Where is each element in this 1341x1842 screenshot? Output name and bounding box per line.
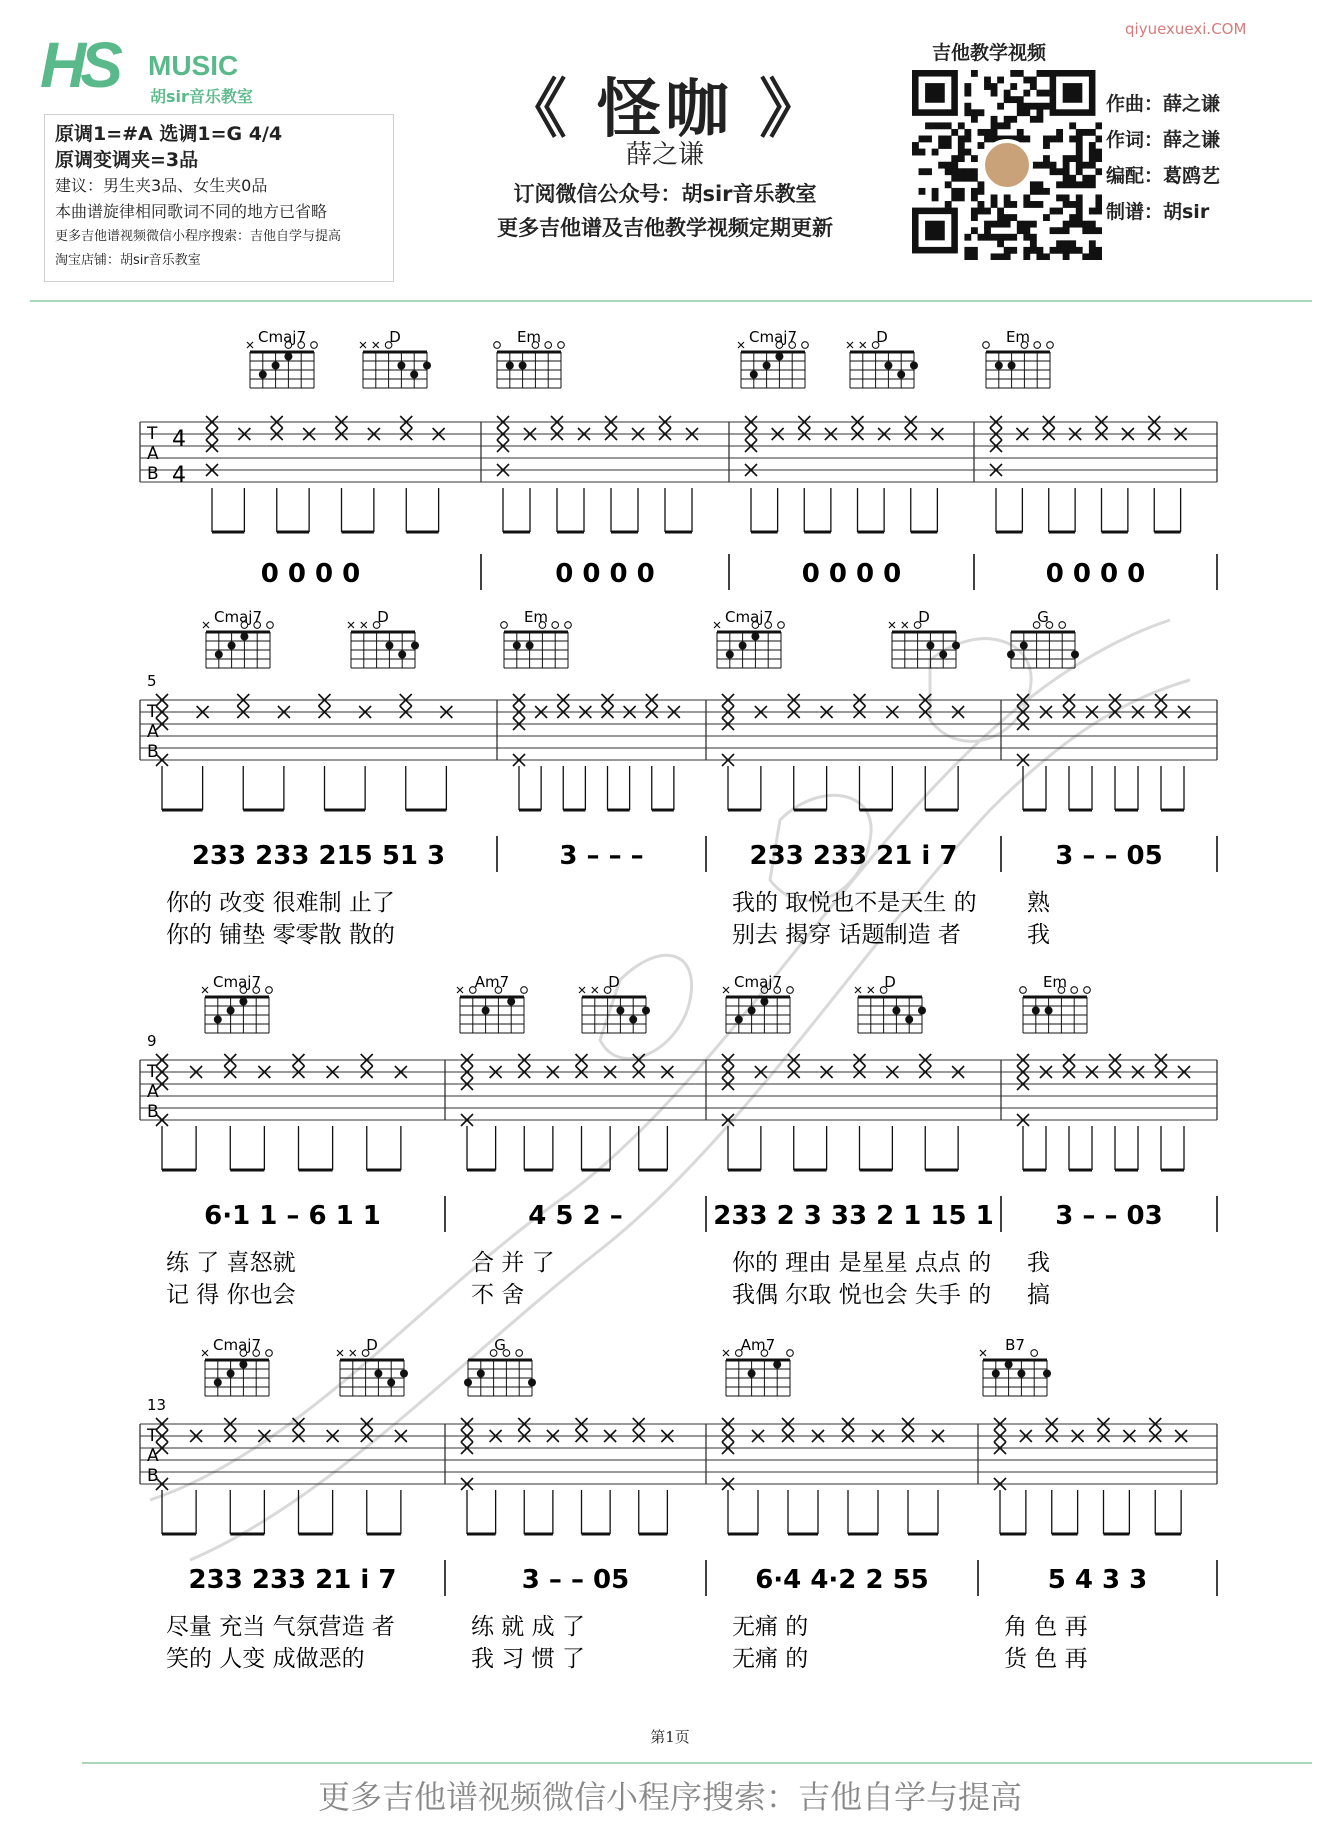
chord-name: D [366, 1336, 378, 1354]
logo-mark: HS [40, 29, 117, 101]
chord-mute-mark [361, 622, 367, 628]
jianpu-measure: 5 4 3 3 [1047, 1565, 1148, 1595]
tab-clef-letter: A [147, 1446, 159, 1466]
measure-number: 13 [147, 1396, 167, 1414]
chord-finger-dot [726, 651, 734, 659]
capo-suggestion: 建议：男生夹3品、女生夹0品 [55, 176, 268, 195]
chord-mute-mark [373, 342, 379, 348]
chord-open-mark [1034, 342, 1041, 349]
chord-finger-dot [214, 1016, 222, 1024]
lyric-line-1: 练 了 喜怒就 [166, 1250, 296, 1276]
tab-system [140, 328, 1217, 590]
time-sig-bottom: 4 [172, 463, 186, 488]
chord-finger-dot [464, 1379, 472, 1387]
chord-finger-dot [1071, 651, 1079, 659]
chord-mute-mark [723, 987, 729, 993]
chord-finger-dot [629, 1016, 637, 1024]
jianpu-measure: 3 – – 05 [521, 1565, 630, 1595]
chord-finger-dot [1007, 651, 1015, 659]
tab-clef-letter: B [147, 1466, 159, 1486]
logo-subtitle: 胡sir音乐教室 [150, 87, 253, 106]
chord-finger-dot [526, 642, 534, 650]
chord-finger-dot [1008, 362, 1016, 370]
chord-finger-dot [228, 642, 236, 650]
jianpu-measure: 233 233 21 i 7 [188, 1565, 397, 1595]
lyric-line-2: 不 舍 [471, 1282, 525, 1308]
chord-open-mark [552, 622, 559, 629]
chord-finger-dot [1020, 642, 1028, 650]
chord-finger-dot [397, 362, 405, 370]
chord-finger-dot [410, 371, 418, 379]
chord-name: Cmaj7 [734, 973, 782, 991]
chord-name: Cmaj7 [213, 1336, 261, 1354]
chord-finger-dot [926, 642, 934, 650]
composer: 作曲：薛之谦 [1106, 93, 1221, 115]
lyric-line-1: 你的 理由 是星星 点点 的 [732, 1250, 992, 1276]
chord-mute-mark [579, 987, 585, 993]
tab-system [140, 1336, 1217, 1672]
chord-open-mark [802, 342, 809, 349]
chord-mute-mark [592, 987, 598, 993]
jianpu-measure: 0 0 0 0 [555, 559, 655, 589]
qr-label: 吉他教学视频 [932, 42, 1047, 64]
chord-name: D [918, 608, 930, 626]
lyricist: 作词：薛之谦 [1106, 129, 1221, 151]
jianpu-measure: 3 – – 05 [1055, 841, 1163, 871]
transcriber: 制谱：胡sir [1106, 201, 1210, 223]
chord-finger-dot [748, 1370, 756, 1378]
lyric-line-2: 货 色 再 [1004, 1646, 1088, 1672]
jianpu-measure: 6·1 1 – 6 1 1 [204, 1201, 381, 1231]
chord-finger-dot [1017, 1370, 1025, 1378]
chord-finger-dot [748, 1007, 756, 1015]
chord-open-mark [983, 342, 990, 349]
lyric-line-2: 我 [1027, 922, 1050, 948]
chord-finger-dot [642, 1007, 650, 1015]
arranger: 编配：葛鸥艺 [1106, 165, 1221, 187]
chord-mute-mark [868, 987, 874, 993]
chord-finger-dot [750, 371, 758, 379]
chord-finger-dot [385, 642, 393, 650]
tab-clef-letter: A [147, 444, 159, 464]
chord-name: Cmaj7 [213, 973, 261, 991]
lyric-line-2: 别去 揭穿 话题制造 者 [732, 922, 961, 948]
song-title: 《 怪咖 》 [502, 72, 828, 147]
chord-open-mark [1031, 1350, 1038, 1357]
chord-finger-dot [477, 1370, 485, 1378]
measure-number: 9 [147, 1032, 157, 1050]
chord-finger-dot [773, 1361, 781, 1369]
chord-open-mark [1084, 987, 1091, 994]
update-note: 更多吉他谱及吉他教学视频定期更新 [497, 216, 833, 240]
lyric-line-2: 我偶 尔取 悦也会 失手 的 [732, 1282, 992, 1308]
chord-name: D [884, 973, 896, 991]
lyric-line-1: 尽量 充当 气氛营造 者 [166, 1614, 395, 1640]
chord-finger-dot [735, 1016, 743, 1024]
chord-finger-dot [227, 1370, 235, 1378]
chord-name: D [608, 973, 620, 991]
lyric-line-1: 我的 取悦也不是天生 的 [732, 890, 977, 916]
jianpu-measure: 6·4 4·2 2 55 [755, 1565, 929, 1595]
chord-open-mark [521, 987, 528, 994]
chord-open-mark [565, 622, 572, 629]
chord-finger-dot [374, 1370, 382, 1378]
lyric-line-2: 你的 铺垫 零零散 散的 [166, 922, 395, 948]
chord-finger-dot [215, 651, 223, 659]
chord-name: B7 [1005, 1336, 1025, 1354]
jianpu-measure: 4 5 2 – [528, 1201, 623, 1231]
chord-finger-dot [240, 633, 248, 641]
chord-name: Cmaj7 [214, 608, 262, 626]
chord-finger-dot [884, 362, 892, 370]
jianpu-measure: 0 0 0 0 [260, 559, 361, 589]
tab-clef-letter: T [147, 702, 158, 722]
chord-finger-dot [751, 633, 759, 641]
chord-mute-mark [860, 342, 866, 348]
chord-name: Em [516, 328, 542, 346]
chord-open-mark [545, 342, 552, 349]
chord-mute-mark [337, 1350, 343, 1356]
chord-mute-mark [202, 987, 208, 993]
tab-clef-letter: A [147, 1082, 159, 1102]
chord-finger-dot [400, 1370, 408, 1378]
chord-finger-dot [513, 642, 521, 650]
chord-mute-mark [360, 342, 366, 348]
capo-info: 原调变调夹=3品 [55, 149, 199, 171]
chord-finger-dot [506, 362, 514, 370]
tab-clef-letter: T [147, 424, 158, 444]
chord-mute-mark [889, 622, 895, 628]
tab-clef-letter: T [147, 1426, 158, 1446]
chord-finger-dot [507, 998, 515, 1006]
jianpu-measure: 233 233 21 i 7 [749, 841, 958, 871]
chord-open-mark [501, 622, 508, 629]
chord-mute-mark [348, 622, 354, 628]
chord-finger-dot [1045, 1007, 1053, 1015]
chord-finger-dot [528, 1379, 536, 1387]
tab-clef-letter: B [147, 464, 159, 484]
lyric-line-1: 熟 [1027, 890, 1050, 916]
chord-finger-dot [284, 353, 292, 361]
chord-finger-dot [616, 1007, 624, 1015]
shop-note: 淘宝店铺：胡sir音乐教室 [55, 253, 201, 268]
chord-open-mark [1071, 987, 1078, 994]
measure-number: 5 [147, 672, 157, 690]
chord-finger-dot [995, 362, 1003, 370]
chord-name: G [494, 1336, 506, 1354]
chord-finger-dot [892, 1007, 900, 1015]
chord-open-mark [494, 342, 501, 349]
chord-mute-mark [980, 1350, 986, 1356]
chord-finger-dot [519, 362, 527, 370]
chord-open-mark [516, 1350, 523, 1357]
lyric-line-1: 练 就 成 了 [471, 1614, 585, 1640]
chord-finger-dot [387, 1379, 395, 1387]
chord-open-mark [1059, 622, 1066, 629]
search-note: 更多吉他谱视频微信小程序搜索：吉他自学与提高 [55, 229, 342, 244]
site-watermark: qiyuexuexi.COM [1125, 20, 1247, 38]
chord-finger-dot [239, 998, 247, 1006]
tab-clef-letter: B [147, 742, 159, 762]
chord-mute-mark [738, 342, 744, 348]
chord-finger-dot [398, 651, 406, 659]
tab-clef-letter: B [147, 1102, 159, 1122]
footer-divider [82, 1762, 1312, 1764]
tab-clef-letter: T [147, 1062, 158, 1082]
chord-mute-mark [855, 987, 861, 993]
chord-open-mark [311, 342, 318, 349]
tab-system [140, 973, 1217, 1308]
lyric-line-1: 我 [1027, 1250, 1050, 1276]
chord-name: D [389, 328, 401, 346]
chord-finger-dot [952, 642, 960, 650]
chord-finger-dot [423, 362, 431, 370]
time-sig-top: 4 [172, 427, 186, 452]
chord-name: G [1037, 608, 1049, 626]
lyric-line-1: 无痛 的 [732, 1614, 809, 1640]
chord-finger-dot [1005, 1361, 1013, 1369]
jianpu-measure: 3 – – 03 [1055, 1201, 1163, 1231]
chord-open-mark [778, 622, 785, 629]
lyric-line-2: 记 得 你也会 [166, 1282, 296, 1308]
tab-system [140, 608, 1217, 948]
footer-note: 更多吉他谱视频微信小程序搜索：吉他自学与提高 [317, 1778, 1022, 1816]
chord-mute-mark [723, 1350, 729, 1356]
chord-finger-dot [939, 651, 947, 659]
key-info: 原调1=#A 选调1=G 4/4 [55, 123, 283, 145]
chord-name: Em [1005, 328, 1031, 346]
chord-name: Am7 [474, 973, 510, 991]
chord-finger-dot [272, 362, 280, 370]
chord-mute-mark [247, 342, 253, 348]
jianpu-measure: 233 2 3 33 2 1 15 1 [713, 1201, 994, 1231]
chord-finger-dot [918, 1007, 926, 1015]
chord-mute-mark [714, 622, 720, 628]
lyric-line-2: 无痛 的 [732, 1646, 809, 1672]
chord-finger-dot [905, 1016, 913, 1024]
chord-finger-dot [897, 371, 905, 379]
chord-name: Cmaj7 [258, 328, 306, 346]
chord-finger-dot [227, 1007, 235, 1015]
chord-finger-dot [992, 1370, 1000, 1378]
lyric-line-2: 搞 [1027, 1282, 1050, 1308]
chord-open-mark [1020, 987, 1027, 994]
chord-finger-dot [482, 1007, 490, 1015]
jianpu-measure: 0 0 0 0 [1045, 559, 1146, 589]
subscribe-note: 订阅微信公众号：胡sir音乐教室 [513, 182, 817, 206]
chord-name: D [876, 328, 888, 346]
lyric-line-1: 角 色 再 [1004, 1614, 1088, 1640]
omission-note: 本曲谱旋律相同歌词不同的地方已省略 [55, 202, 328, 221]
chord-open-mark [266, 1350, 273, 1357]
chord-finger-dot [763, 362, 771, 370]
chord-finger-dot [775, 353, 783, 361]
chord-finger-dot [259, 371, 267, 379]
chord-finger-dot [760, 998, 768, 1006]
chord-name: Am7 [740, 1336, 776, 1354]
chord-name: Cmaj7 [725, 608, 773, 626]
lyric-line-2: 我 习 惯 了 [471, 1646, 585, 1672]
chord-name: Cmaj7 [749, 328, 797, 346]
tab-clef-letter: A [147, 722, 159, 742]
chord-finger-dot [411, 642, 419, 650]
chord-finger-dot [239, 1361, 247, 1369]
chord-finger-dot [214, 1379, 222, 1387]
chord-mute-mark [902, 622, 908, 628]
chord-open-mark [1047, 342, 1054, 349]
chord-mute-mark [350, 1350, 356, 1356]
jianpu-measure: 3 – – – [559, 841, 644, 871]
logo-brand: MUSIC [148, 50, 239, 81]
chord-name: Em [523, 608, 549, 626]
chord-open-mark [787, 1350, 794, 1357]
chord-open-mark [787, 987, 794, 994]
jianpu-measure: 233 233 215 51 3 [191, 841, 446, 871]
chord-mute-mark [202, 1350, 208, 1356]
chord-open-mark [558, 342, 565, 349]
lyric-line-2: 笑的 人变 成做恶的 [166, 1646, 365, 1672]
chord-mute-mark [203, 622, 209, 628]
chord-mute-mark [847, 342, 853, 348]
jianpu-measure: 0 0 0 0 [801, 559, 902, 589]
lyric-line-1: 你的 改变 很难制 止了 [166, 890, 395, 916]
chord-open-mark [266, 987, 273, 994]
chord-finger-dot [739, 642, 747, 650]
page-number: 第1页 [650, 1728, 690, 1746]
chord-finger-dot [910, 362, 918, 370]
chord-name: Em [1042, 973, 1068, 991]
chord-finger-dot [1032, 1007, 1040, 1015]
chord-open-mark [267, 622, 274, 629]
chord-name: D [377, 608, 389, 626]
chord-finger-dot [1043, 1370, 1051, 1378]
chord-mute-mark [457, 987, 463, 993]
lyric-line-1: 合 并 了 [471, 1250, 555, 1276]
song-artist: 薛之谦 [625, 140, 704, 170]
